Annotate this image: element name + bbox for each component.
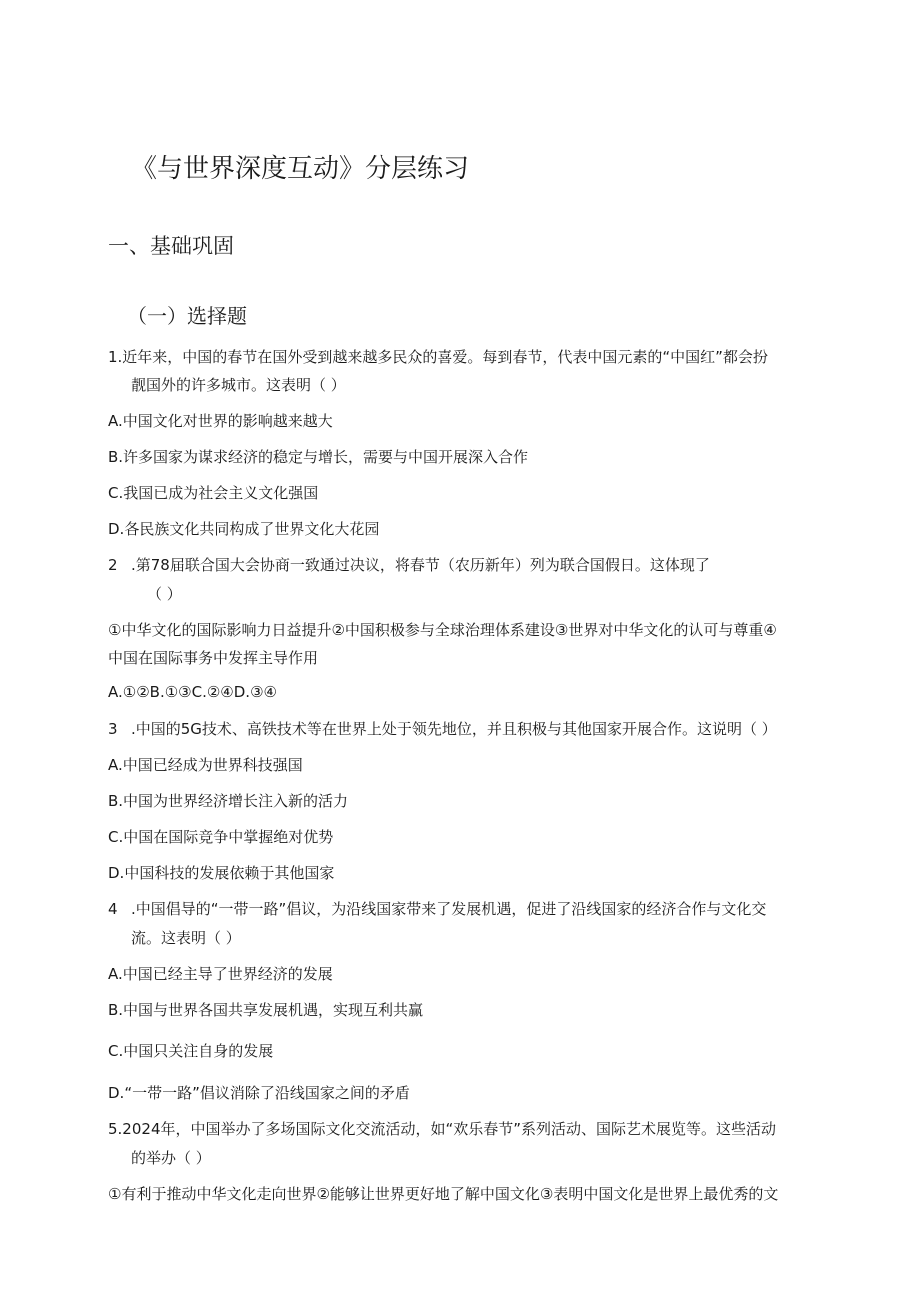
question-4-line-1: .中国倡导的“一带一路”倡议，为沿线国家带来了发展机遇，促进了沿线国家的经济合作与文化交 xyxy=(131,900,767,918)
question-5-statements-line-1: ①有利于推动中华文化走向世界②能够让世界更好地了解中国文化③表明中国文化是世界上最优秀的文 xyxy=(108,1185,779,1203)
question-3-option-a: A.中国已经成为世界科技强国 xyxy=(108,756,303,774)
question-4-option-b: B.中国与世界各国共享发展机遇，实现互利共赢 xyxy=(108,1001,424,1019)
question-2-choices: A.①②B.①③C.②④D.③④ xyxy=(108,683,277,701)
page-title: 《与世界深度互动》分层练习 xyxy=(131,154,470,184)
question-1-option-d: D.各民族文化共同构成了世界文化大花园 xyxy=(108,520,380,538)
question-5-line-1: 5.2024年，中国举办了多场国际文化交流活动，如“欢乐春节”系列活动、国际艺术展览等。这些活动 xyxy=(108,1120,777,1138)
question-2-line-1: .第78届联合国大会协商一致通过决议，将春节（农历新年）列为联合国假日。这体现了 xyxy=(131,556,710,574)
question-2-statements-line-2: 中国在国际事务中发挥主导作用 xyxy=(108,649,319,667)
subsection-heading: （一）选择题 xyxy=(127,304,247,328)
question-4-option-c: C.中国只关注自身的发展 xyxy=(108,1042,274,1060)
question-1-option-b: B.许多国家为谋求经济的稳定与增长，需要与中国开展深入合作 xyxy=(108,448,529,466)
question-2-number: 2 xyxy=(108,556,118,574)
question-3-option-d: D.中国科技的发展依赖于其他国家 xyxy=(108,864,335,882)
question-3-line-1: .中国的5G技术、高铁技术等在世界上处于领先地位，并且积极与其他国家开展合作。这说明（ ） xyxy=(131,720,777,738)
question-2-line-2: （ ） xyxy=(147,585,182,603)
question-4-option-a: A.中国已经主导了世界经济的发展 xyxy=(108,965,333,983)
question-2-statements-line-1: ①中华文化的国际影响力日益提升②中国积极参与全球治理体系建设③世界对中华文化的认可与尊重④ xyxy=(108,621,777,639)
question-1-line-1: 1.近年来，中国的春节在国外受到越来越多民众的喜爱。每到春节，代表中国元素的“中国红”都会扮 xyxy=(108,348,768,366)
question-5-line-2: 的举办（ ） xyxy=(131,1149,211,1167)
question-3-number: 3 xyxy=(108,720,118,738)
question-1-line-2: 靓国外的许多城市。这表明（ ） xyxy=(131,376,346,394)
question-4-line-2: 流。这表明（ ） xyxy=(131,929,241,947)
question-3-option-c: C.中国在国际竞争中掌握绝对优势 xyxy=(108,828,334,846)
question-4-option-d: D.“一带一路”倡议消除了沿线国家之间的矛盾 xyxy=(108,1084,410,1102)
question-1-option-c: C.我国已成为社会主义文化强国 xyxy=(108,484,319,502)
question-3-option-b: B.中国为世界经济增长注入新的活力 xyxy=(108,792,349,810)
question-1-option-a: A.中国文化对世界的影响越来越大 xyxy=(108,412,333,430)
section-heading: 一、基础巩固 xyxy=(108,234,234,258)
question-4-number: 4 xyxy=(108,900,118,918)
